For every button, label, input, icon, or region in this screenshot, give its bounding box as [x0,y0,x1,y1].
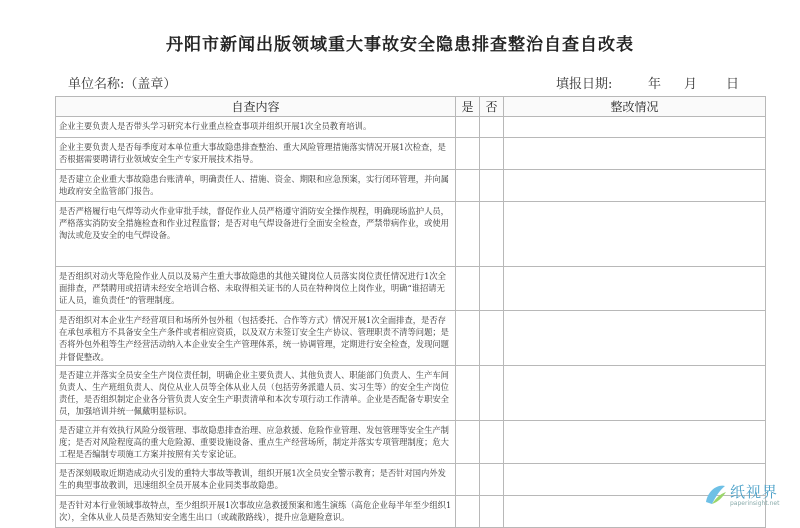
row-no-cell[interactable] [480,311,504,366]
document-title: 丹阳市新闻出版领域重大事故安全隐患排查整治自查自改表 [166,35,634,55]
watermark-text: 纸视界 [730,483,779,501]
row-no-cell[interactable] [480,202,504,267]
row-yes-cell[interactable] [456,170,480,202]
row-content: 是否深刻吸取近期造成动火引发的重特大事故等教训，组织开展1次全员安全警示教育；是否针对国内外发生的典型事故教训，迅速组织全员开展本企业同类事故隐患。 [56,463,456,495]
table-row [56,117,766,138]
row-yes-cell[interactable] [456,365,480,420]
row-yes-cell[interactable] [456,495,480,527]
table-row [56,420,766,463]
row-no-cell[interactable] [480,170,504,202]
row-yes-cell[interactable] [456,202,480,267]
row-no-cell[interactable] [480,420,504,463]
row-rectify-cell[interactable] [504,365,766,420]
row-no-cell[interactable] [480,463,504,495]
fill-date-label: 填报日期: [556,77,613,92]
row-rectify-cell[interactable] [504,117,766,138]
row-no-cell[interactable] [480,267,504,311]
row-rectify-cell[interactable] [504,267,766,311]
table-row [56,463,766,495]
table-header-row [56,97,766,117]
row-yes-cell[interactable] [456,420,480,463]
self-inspection-table [55,96,766,528]
watermark-url: paperinsight.net [730,500,780,507]
row-yes-cell[interactable] [456,138,480,170]
row-content: 是否严格履行电气焊等动火作业审批手续，督促作业人员严格遵守消防安全操作规程，明确现场监护人员，严格落实消防安全措施检查和作业过程监督；是否对电气焊设备进行全面安全检查，严禁带病作业，或使用淘汰或危及安全的电气焊设备。 [56,202,456,267]
header-content: 自查内容 [56,97,456,117]
day-label: 日 [726,77,740,92]
row-rectify-cell[interactable] [504,170,766,202]
table-row [56,311,766,366]
row-rectify-cell[interactable] [504,202,766,267]
table-row [56,138,766,170]
row-content: 是否组织对本企业生产经营项目和场所外包外租（包括委托、合作等方式）情况开展1次全面排查，是否存在承包承租方不具备安全生产条件或者相应资质，以及双方未签订安全生产协议、管理职责不清等问题；是否将外包外租等生产经营活动纳入本企业安全生产管理体系，统一协调管理，定期进行安全检查，发现问题并督促整改。 [56,311,456,366]
table-row [56,202,766,267]
table-row [56,365,766,420]
row-rectify-cell[interactable] [504,138,766,170]
row-yes-cell[interactable] [456,117,480,138]
table-row [56,170,766,202]
watermark-logo-icon [702,482,728,508]
table-row [56,267,766,311]
row-content: 是否组织对动火等危险作业人员以及易产生重大事故隐患的其他关键岗位人员落实岗位责任情况进行1次全面排查，严禁聘用或招请未经安全培训合格、未取得相关证书的人员在特种岗位上岗作业，明确“谁招请无证人员，谁负责任”的管理制度。 [56,267,456,311]
row-content: 是否建立企业重大事故隐患台账清单，明确责任人、措施、资金、期限和应急预案，实行闭环管理，并向属地政府安全监管部门报告。 [56,170,456,202]
header-yes: 是 [456,97,480,117]
row-yes-cell[interactable] [456,267,480,311]
row-rectify-cell[interactable] [504,420,766,463]
row-no-cell[interactable] [480,138,504,170]
row-content: 是否建立并落实全员安全生产岗位责任制，明确企业主要负责人、其他负责人、职能部门负责人、生产车间负责人、生产班组负责人、岗位从业人员等全体从业人员（包括劳务派遣人员、实习生等）的安全生产岗位责任，是否组织制定企业各分管负责人安全生产职责清单和本次专项行动工作清单。企业是否配备专职安全员，加强培训并统一佩戴明显标识。 [56,365,456,420]
row-content: 是否针对本行业领域事故特点，至少组织开展1次事故应急救援预案和逃生演练（高危企业每半年至少组织1次），全体从业人员是否熟知安全逃生出口（或疏散路线），提升应急避险意识。 [56,495,456,527]
row-content: 企业主要负责人是否每季度对本单位重大事故隐患排查整治、重大风险管理措施落实情况开展1次检查，是否根据需要聘请行业领域安全生产专家开展技术指导。 [56,138,456,170]
month-label: 月 [684,77,698,92]
unit-name-label: 单位名称:（盖章） [68,77,177,92]
row-content: 是否建立并有效执行风险分级管理、事故隐患排查治理、应急救援、危险作业管理、发包管理等安全生产制度；是否对风险程度高的重大危险源、重要设施设备、重点生产经营场所，制定并落实专项管理制度；危大工程是否编制专项施工方案并按照有关专家论证。 [56,420,456,463]
row-no-cell[interactable] [480,495,504,527]
table-row [56,495,766,527]
row-content: 企业主要负责人是否带头学习研究本行业重点检查事项并组织开展1次全员教育培训。 [56,117,456,138]
header-no: 否 [480,97,504,117]
row-yes-cell[interactable] [456,311,480,366]
row-no-cell[interactable] [480,365,504,420]
header-rectify: 整改情况 [504,97,766,117]
year-label: 年 [648,77,662,92]
row-rectify-cell[interactable] [504,311,766,366]
row-yes-cell[interactable] [456,463,480,495]
row-no-cell[interactable] [480,117,504,138]
watermark [700,480,800,514]
